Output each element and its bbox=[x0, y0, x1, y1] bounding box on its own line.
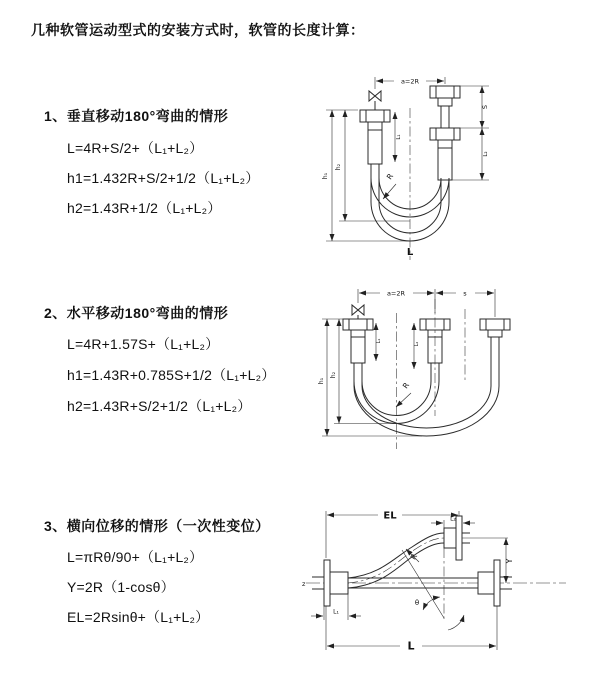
braid-section bbox=[438, 148, 452, 180]
dimensions-1 bbox=[322, 77, 489, 258]
flange-plate bbox=[456, 516, 462, 560]
dim-label-a2r: a=2R bbox=[386, 289, 406, 298]
section2-formula-h2: h2=1.43R+S/2+1/2（L₁+L₂） bbox=[67, 398, 252, 414]
radius-line bbox=[402, 550, 444, 618]
dim-label-h2: h₂ bbox=[335, 163, 342, 171]
dim-label-l1: L₁ bbox=[376, 338, 382, 344]
hose-curve bbox=[348, 533, 444, 578]
dim-label-h1: h₁ bbox=[318, 377, 325, 385]
dim-label-el: EL bbox=[383, 510, 397, 522]
section2-heading: 2、水平移动180°弯曲的情形 bbox=[44, 305, 229, 321]
dim-label-l2: L₂ bbox=[483, 151, 489, 157]
section1-formula-h2: h2=1.43R+1/2（L₁+L₂） bbox=[67, 200, 222, 216]
dim-label-l1: L₁ bbox=[396, 134, 402, 140]
section1-heading: 1、垂直移动180°弯曲的情形 bbox=[44, 108, 229, 124]
dim-label-l2: L₂ bbox=[450, 515, 456, 523]
dim-label-a2r: a=2R bbox=[400, 77, 420, 86]
dim-label-h1: h₁ bbox=[322, 172, 329, 180]
hose-assembly-3 bbox=[306, 516, 566, 606]
dim-label-l1: L₁ bbox=[333, 608, 339, 616]
dim-label-l2: L₂ bbox=[414, 341, 420, 347]
dim-label-r: R bbox=[384, 171, 396, 182]
section3-heading: 3、横向位移的情形（一次性变位） bbox=[44, 518, 270, 534]
section1-formula-l: L=4R+S/2+（L₁+L₂） bbox=[67, 140, 204, 156]
valve-icon bbox=[352, 305, 364, 315]
section3-formula-el: EL=2Rsinθ+（L₁+L₂） bbox=[67, 609, 210, 625]
page-title: 几种软管运动型式的安装方式时，软管的长度计算： bbox=[31, 22, 365, 38]
hose-assembly-2 bbox=[343, 299, 510, 449]
dim-label-r: R bbox=[400, 380, 412, 391]
dim-label-h2: h₂ bbox=[330, 371, 337, 379]
dim-label-theta: θ bbox=[414, 599, 420, 607]
dim-label-s: s bbox=[463, 289, 467, 298]
section2-formula-h1: h1=1.43R+0.785S+1/2（L₁+L₂） bbox=[67, 367, 276, 383]
dim-label-r: R bbox=[408, 552, 420, 562]
braid-section bbox=[351, 337, 365, 363]
dim-label-l: L bbox=[406, 247, 414, 258]
dim-label-y: Y bbox=[505, 558, 514, 564]
dim-label-s: S bbox=[481, 104, 489, 110]
hose-assembly-1 bbox=[360, 86, 460, 260]
section2-formula-l: L=4R+1.57S+（L₁+L₂） bbox=[67, 336, 220, 352]
section3-formula-y: Y=2R（1-cosθ） bbox=[67, 579, 175, 595]
section3-formula-l: L=πRθ/90+（L₁+L₂） bbox=[67, 549, 204, 565]
diagram-vertical-180-bend bbox=[310, 64, 600, 264]
valve-icon bbox=[369, 91, 381, 101]
flange-plate bbox=[324, 560, 330, 606]
flange-plate bbox=[494, 560, 500, 606]
dim-label-l: L bbox=[407, 639, 415, 653]
section1-formula-h1: h1=1.432R+S/2+1/2（L₁+L₂） bbox=[67, 170, 260, 186]
diagram-lateral-displacement bbox=[298, 498, 600, 668]
braid-section bbox=[368, 130, 382, 164]
dim-label-z: z bbox=[302, 580, 306, 588]
diagram-horizontal-180-bend bbox=[310, 281, 600, 466]
